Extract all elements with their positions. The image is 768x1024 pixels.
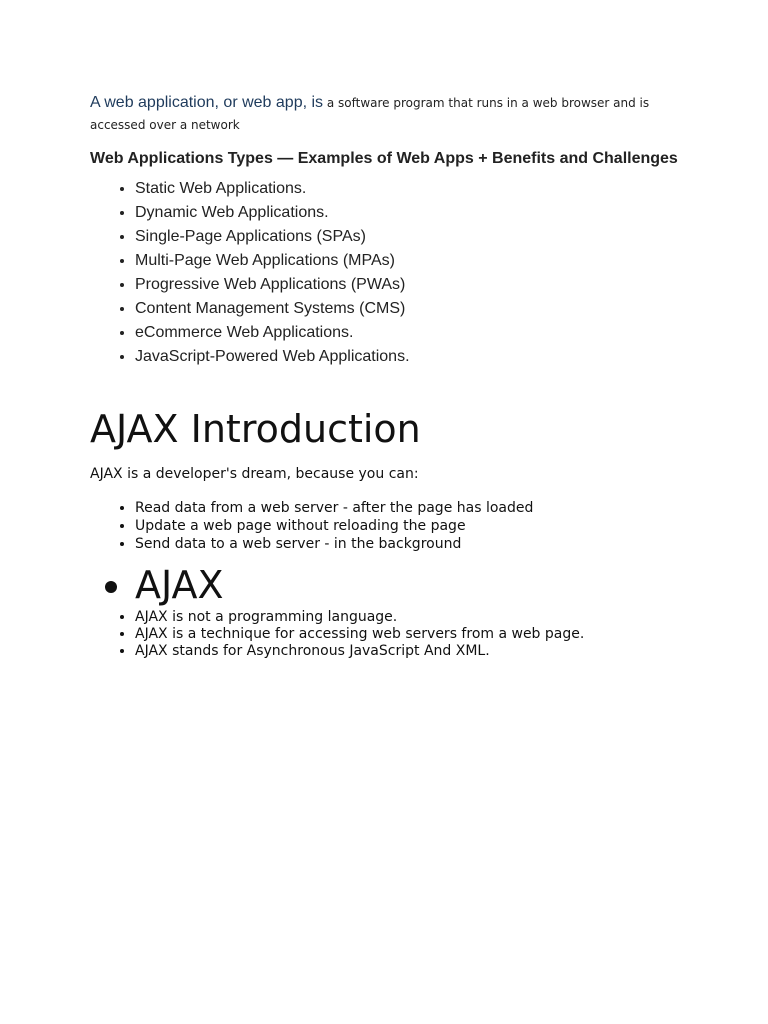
list-item: • AJAX is a technique for accessing web servers from a web page. xyxy=(135,626,690,643)
list-item: • Read data from a web server - after the page has loaded xyxy=(135,499,690,517)
list-item: • Multi-Page Web Applications (MPAs) xyxy=(135,249,690,273)
web-app-types-list xyxy=(90,177,690,369)
list-item: • JavaScript-Powered Web Applications. xyxy=(135,345,690,369)
ajax-capabilities-list xyxy=(90,499,690,553)
intro-lead-text: A web application, or web app, is xyxy=(90,94,324,111)
list-item: • Dynamic Web Applications. xyxy=(135,201,690,225)
list-item: • Static Web Applications. xyxy=(135,177,690,201)
list-item: • Content Management Systems (CMS) xyxy=(135,297,690,321)
list-item: • AJAX is not a programming language. xyxy=(135,609,690,626)
ajax-intro-paragraph: AJAX is a developer's dream, because you can: xyxy=(90,466,419,482)
list-item: • AJAX stands for Asynchronous JavaScript And XML. xyxy=(135,643,690,660)
list-item: • Single-Page Applications (SPAs) xyxy=(135,225,690,249)
intro-rest-text: a software program that runs in a web browser and is accessed over a network xyxy=(90,96,650,132)
list-item: • Update a web page without reloading the page xyxy=(135,517,690,535)
web-app-types-heading: Web Applications Types — Examples of Web Apps + Benefits and Challenges xyxy=(90,150,678,167)
ajax-intro-title: AJAX Introduction xyxy=(90,407,421,451)
intro-paragraph xyxy=(90,92,690,136)
document-page xyxy=(90,92,690,660)
ajax-facts-list xyxy=(90,561,690,660)
list-item: • eCommerce Web Applications. xyxy=(135,321,690,345)
list-item: • Send data to a web server - in the background xyxy=(135,535,690,553)
ajax-facts-heading: • AJAX xyxy=(135,561,690,609)
list-item: • Progressive Web Applications (PWAs) xyxy=(135,273,690,297)
